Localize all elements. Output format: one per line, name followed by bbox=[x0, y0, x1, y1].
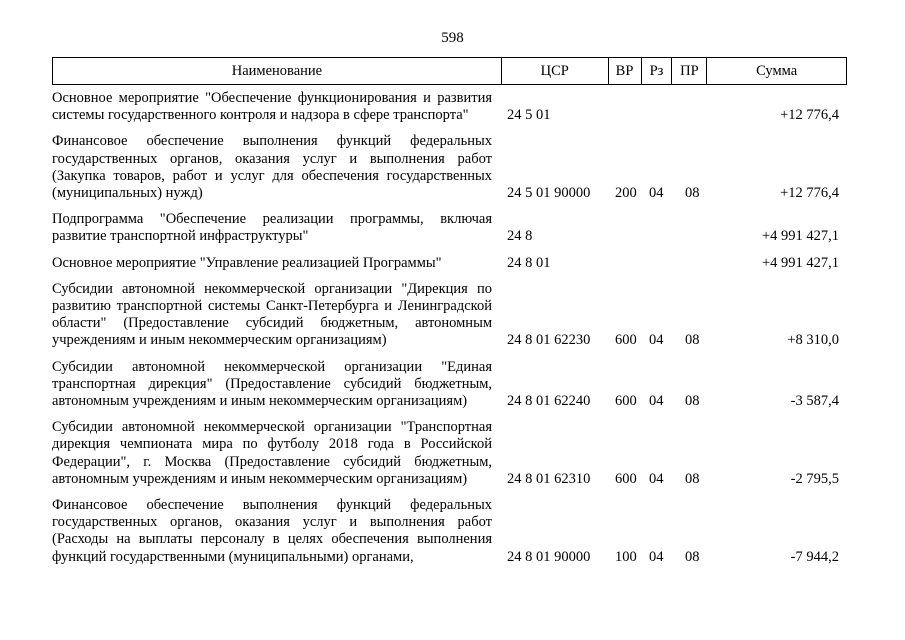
row-vr: 600 bbox=[615, 470, 637, 487]
table-row bbox=[52, 497, 847, 566]
row-name: Субсидии автономной некоммерческой организации "Транспортная дирекция чемпионата мира по футболу 2018 года в Российской Федерации", г. Москва (Предоставление субсидий бюджетным, автономным учреждениям и иным некоммерческим организациям) bbox=[52, 419, 492, 487]
row-pr: 08 bbox=[685, 393, 700, 410]
table-row bbox=[52, 419, 847, 488]
header-sum: Сумма bbox=[756, 62, 798, 79]
page-number: 598 bbox=[441, 30, 464, 46]
row-name: Финансовое обеспечение выполнения функций федеральных государственных органов, оказания услуг и выполнения работ (Закупка товаров, работ и услуг для обеспечения государственных (муниципальных) нужд) bbox=[52, 133, 492, 202]
row-csr: 24 8 01 62310 bbox=[507, 470, 591, 487]
row-csr: 24 8 bbox=[507, 228, 533, 245]
header-name: Наименование bbox=[53, 58, 502, 84]
row-csr: 24 8 01 62240 bbox=[507, 393, 591, 410]
row-sum: +8 310,0 bbox=[787, 332, 839, 349]
row-name: Основное мероприятие "Управление реализацией Программы" bbox=[52, 254, 442, 271]
header-pr: ПР bbox=[672, 58, 707, 84]
row-rz: 04 bbox=[649, 393, 664, 410]
row-pr: 08 bbox=[685, 332, 700, 349]
row-csr: 24 5 01 bbox=[507, 107, 551, 124]
row-pr: 08 bbox=[685, 548, 700, 565]
row-rz: 04 bbox=[649, 548, 664, 565]
row-rz: 04 bbox=[649, 185, 664, 202]
row-sum: +4 991 427,1 bbox=[761, 228, 839, 245]
table-row bbox=[52, 133, 847, 202]
table-header bbox=[52, 57, 847, 85]
row-vr: 600 bbox=[615, 393, 637, 410]
table-row bbox=[52, 359, 847, 411]
row-csr: 24 5 01 90000 bbox=[507, 185, 591, 202]
table-row bbox=[52, 281, 847, 350]
row-name: Подпрограмма "Обеспечение реализации программы, включая развитие транспортной инфраструктуры" bbox=[52, 211, 492, 245]
row-sum: -7 944,2 bbox=[790, 548, 839, 565]
row-vr: 200 bbox=[615, 185, 637, 202]
row-rz: 04 bbox=[649, 332, 664, 349]
table-body bbox=[52, 90, 847, 575]
row-name: Основное мероприятие "Обеспечение функционирования и развития системы государственного контроля и надзора в сфере транспорта" bbox=[52, 90, 492, 124]
table-row bbox=[52, 90, 847, 124]
row-csr: 24 8 01 62230 bbox=[507, 332, 591, 349]
row-vr: 100 bbox=[615, 548, 637, 565]
row-sum: -3 587,4 bbox=[790, 393, 839, 410]
row-pr: 08 bbox=[685, 470, 700, 487]
row-name: Субсидии автономной некоммерческой организации "Дирекция по развитию транспортной системы Санкт-Петербурга и Ленинградской области" (Предоставление субсидий бюджетным, автономным учреждениям и иным некоммерческим организациям) bbox=[52, 280, 492, 349]
row-name: Субсидии автономной некоммерческой организации "Единая транспортная дирекция" (Предоставление субсидий бюджетным, автономным учреждениям и иным некоммерческим организациям) bbox=[52, 358, 492, 410]
row-sum: +12 776,4 bbox=[780, 185, 839, 202]
table-row bbox=[52, 211, 847, 245]
header-csr: ЦСР bbox=[502, 58, 609, 84]
row-csr: 24 8 01 bbox=[507, 254, 551, 271]
header-vr: ВР bbox=[609, 58, 642, 84]
header-rz: Рз bbox=[642, 58, 673, 84]
row-sum: +4 991 427,1 bbox=[761, 254, 839, 271]
table-row bbox=[52, 255, 847, 272]
row-sum: -2 795,5 bbox=[790, 470, 839, 487]
row-sum: +12 776,4 bbox=[780, 107, 839, 124]
row-name: Финансовое обеспечение выполнения функций федеральных государственных органов, оказания услуг и выполнения работ (Расходы на выплаты персоналу в целях обеспечения выполнения функций государственными (муниципальными) органами, bbox=[52, 497, 492, 565]
row-csr: 24 8 01 90000 bbox=[507, 548, 591, 565]
row-vr: 600 bbox=[615, 332, 637, 349]
row-pr: 08 bbox=[685, 185, 700, 202]
row-rz: 04 bbox=[649, 470, 664, 487]
